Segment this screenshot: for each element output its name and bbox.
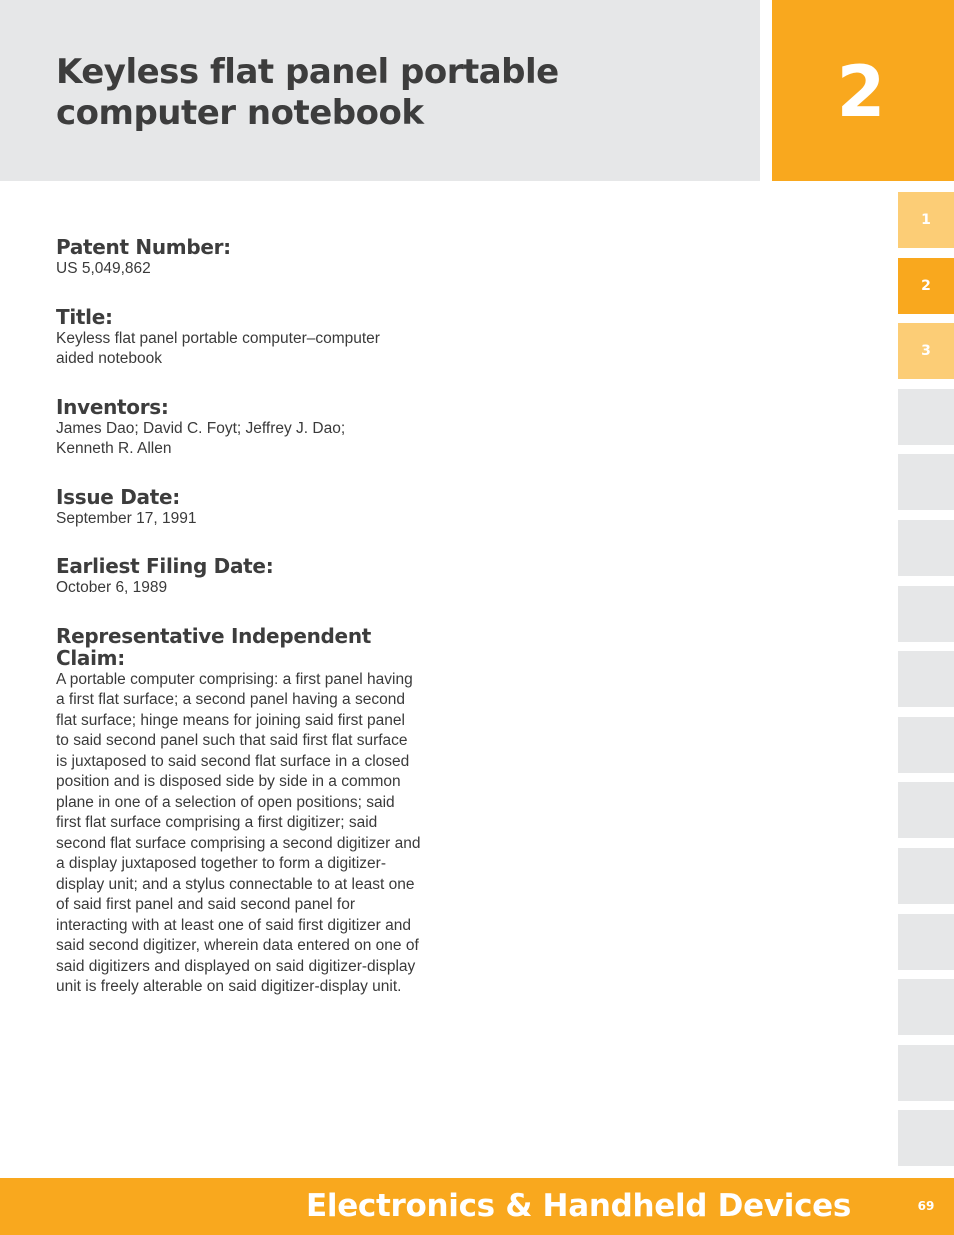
earliest-filing-date-label: Earliest Filing Date:: [56, 554, 274, 578]
chapter-tab-4[interactable]: [898, 389, 954, 445]
chapter-tab-6[interactable]: [898, 520, 954, 576]
chapter-tab-3[interactable]: 3: [898, 323, 954, 379]
chapter-tab-12[interactable]: [898, 914, 954, 970]
patent-number-value: US 5,049,862: [56, 260, 151, 277]
chapter-tab-11[interactable]: [898, 848, 954, 904]
footer-band: [0, 1178, 954, 1235]
chapter-tab-7[interactable]: [898, 586, 954, 642]
issue-date-field: [56, 486, 428, 530]
chapter-tab-14[interactable]: [898, 1045, 954, 1101]
title-label: Title:: [56, 304, 113, 329]
chapter-number: 2: [836, 51, 886, 133]
patent-number-field: [56, 236, 428, 280]
chapter-tab-1[interactable]: 1: [898, 192, 954, 248]
inventors-label: Inventors:: [56, 394, 169, 419]
claim-field: [56, 625, 428, 998]
chapter-tab-8[interactable]: [898, 651, 954, 707]
chapter-tabs: [898, 192, 954, 1176]
inventors-value: James Dao; David C. Foyt; Jeffrey J. Dao; Kenneth R. Allen: [56, 419, 346, 457]
chapter-tab-9[interactable]: [898, 717, 954, 773]
section-title: Electronics & Handheld Devices: [306, 1188, 852, 1224]
chapter-block: [772, 0, 954, 181]
page-number: 69: [917, 1199, 935, 1213]
chapter-tab-5[interactable]: [898, 454, 954, 510]
claim-label: Representative Independent Claim:: [56, 623, 372, 670]
page-title: Keyless flat panel portable computer notebook: [56, 52, 559, 133]
issue-date-value: September 17, 1991: [56, 509, 197, 527]
claim-value: A portable computer comprising: a first panel having a first flat surface; a second panel having a second flat surface; hinge means for joining said first panel to said second panel such that said first flat surface is juxtaposed to said second flat surface in a closed position and is disposed side by side in a common plane in one of a selection of open positions; said first flat surface comprising a first digitizer; said second flat surface comprising a second digitizer and a display juxtaposed together to form a digitizer-display unit; and a stylus connectable to at least one of said first panel and said second panel for interacting with at least one of said first digitizer and said second digitizer, wherein data entered on one of said digitizers and displayed on said digitizer-display unit is freely alterable on said digitizer-display unit.: [56, 670, 421, 995]
patent-details: [56, 236, 428, 1024]
earliest-filing-date-field: [56, 555, 428, 599]
chapter-tab-10[interactable]: [898, 782, 954, 838]
chapter-tab-15[interactable]: [898, 1110, 954, 1166]
chapter-tab-13[interactable]: [898, 979, 954, 1035]
inventors-field: [56, 396, 428, 460]
title-field: [56, 306, 428, 370]
chapter-tab-2[interactable]: 2: [898, 258, 954, 314]
patent-number-label: Patent Number:: [56, 235, 231, 259]
issue-date-label: Issue Date:: [56, 484, 180, 509]
earliest-filing-date-value: October 6, 1989: [56, 579, 168, 596]
header-band: [0, 0, 760, 181]
title-value: Keyless flat panel portable computer–computer aided notebook: [56, 329, 380, 367]
